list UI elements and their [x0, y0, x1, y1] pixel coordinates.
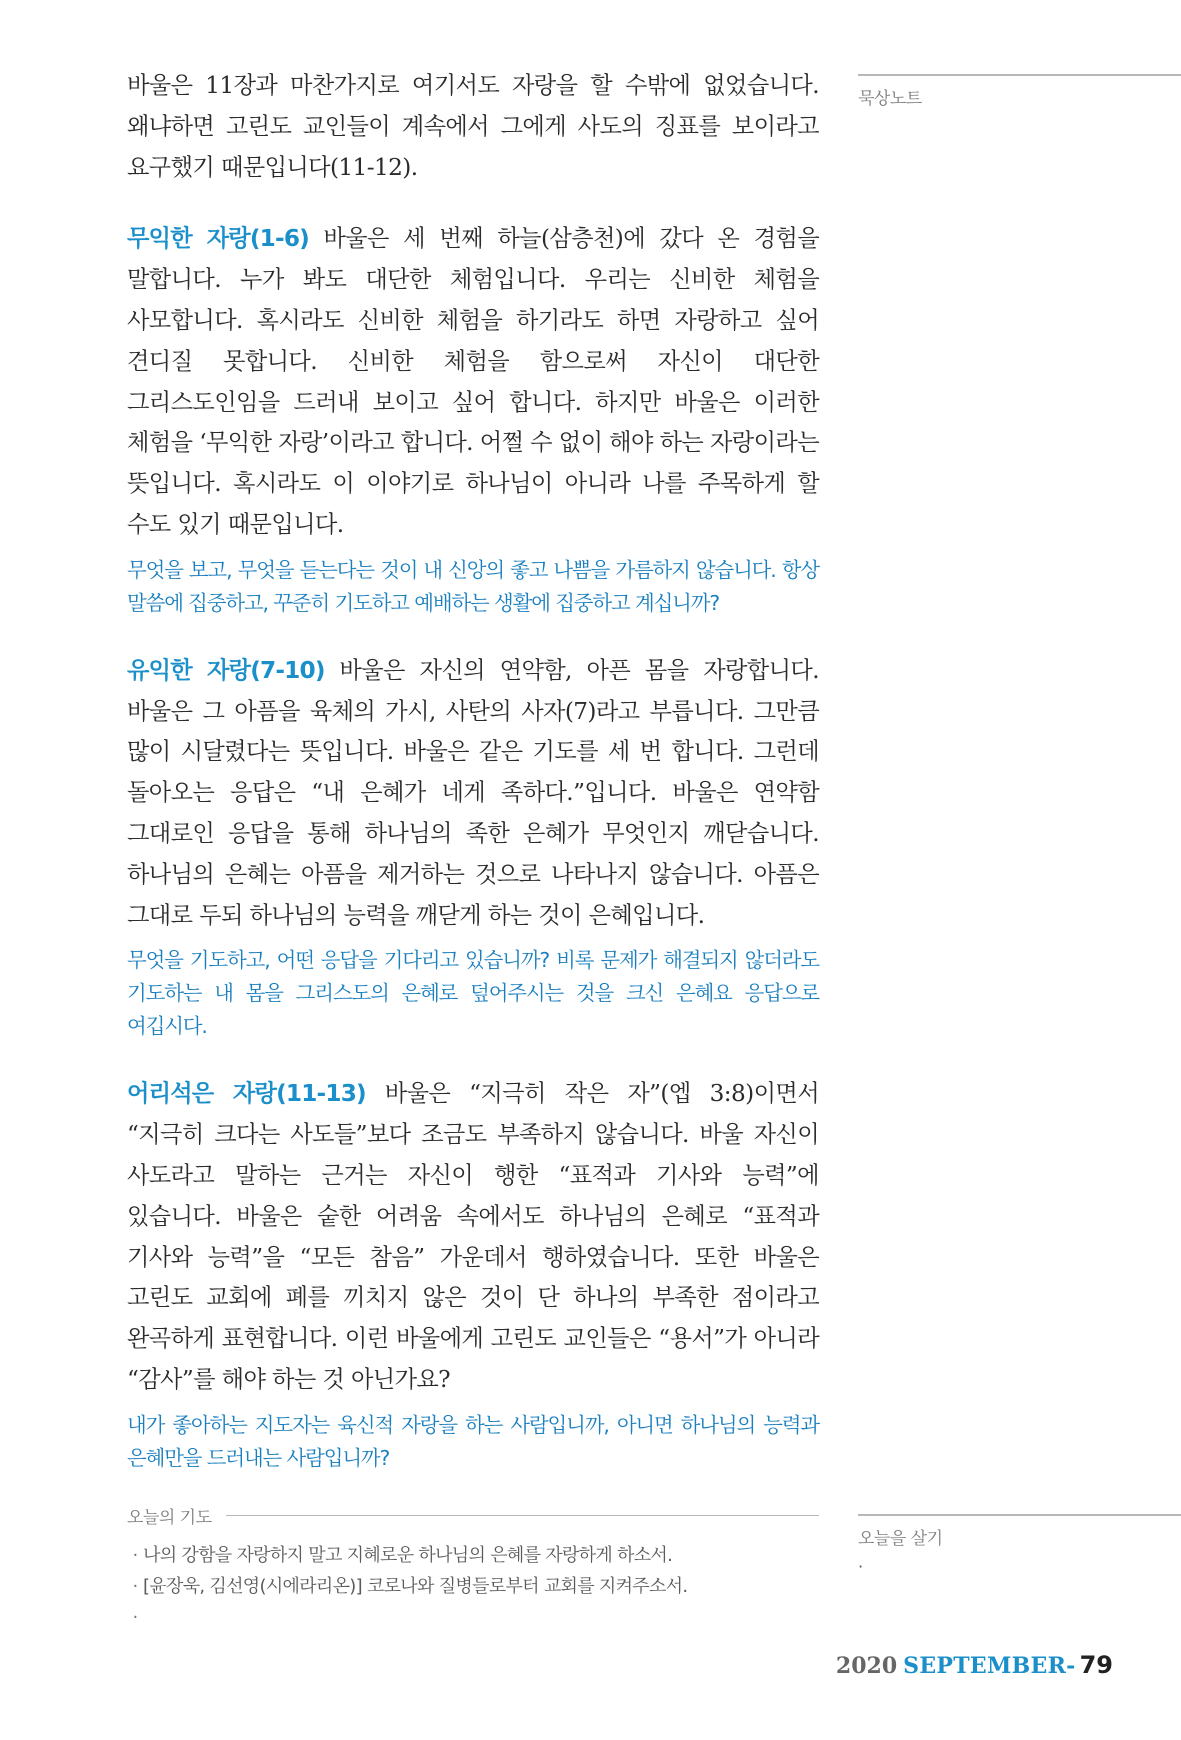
section-heading: 유익한 자랑(7-10): [127, 656, 325, 684]
reflection-question: 무엇을 기도하고, 어떤 응답을 기다리고 있습니까? 비록 문제가 해결되지 않더라도 기도하는 내 몸을 그리스도의 은혜로 덮어주시는 것을 크신 은혜요 응답으로 여깁시다.: [127, 948, 819, 1039]
living-today-sidebar: [858, 1514, 1181, 1575]
reflection-question: 내가 좋아하는 지도자는 육신적 자랑을 하는 사람입니까, 아니면 하나님의 능력과 은혜만을 드러내는 사람입니까?: [127, 1412, 819, 1470]
sidebar-divider: [858, 74, 1181, 76]
section-useful-boast: [127, 651, 819, 1044]
section-heading: 어리석은 자랑(11-13): [127, 1080, 366, 1108]
prayer-bullet: ·: [132, 1545, 138, 1566]
section-paragraph: [127, 1074, 819, 1400]
prayer-item: [127, 1602, 819, 1633]
main-content: [127, 66, 819, 1475]
reflection-question: 무엇을 보고, 무엇을 듣는다는 것이 내 신앙의 좋고 나쁨을 가름하지 않습니다. 항상 말씀에 집중하고, 꾸준히 기도하고 예배하는 생활에 집중하고 계십니까?: [127, 557, 819, 615]
section-paragraph: [127, 651, 819, 937]
prayer-header: [127, 1503, 819, 1528]
prayer-item-text: [윤장욱, 김선영(시에라리온)] 코로나와 질병들로부터 교회를 지켜주소서.: [143, 1576, 688, 1597]
todays-prayer: [127, 1503, 819, 1633]
section-body: 바울은 자신의 연약함, 아픈 몸을 자랑합니다. 바울은 그 아픔을 육체의 가시, 사탄의 사자(7)라고 부릅니다. 그만큼 많이 시달렸다는 뜻입니다. 바울은 같은 기도를 세 번 합니다. 그런데 돌아오는 응답은 “내 은혜가 네게 족하다.”입니다. 바울은 연약함 그대로인 응답을 통해 하나님의 족한 은혜가 무엇인지 깨닫습니다. 하나님의 은혜는 아픔을 제거하는 것으로 나타나지 않습니다. 아픔은 그대로 두되 하나님의 능력을 깨닫게 하는 것이 은혜입니다.: [127, 656, 819, 929]
intro-paragraph: 바울은 11장과 마찬가지로 여기서도 자랑을 할 수밖에 없었습니다. 왜냐하면 고린도 교인들이 계속에서 그에게 사도의 징표를 보이라고 요구했기 때문입니다(11-12).: [127, 72, 819, 181]
section-paragraph: [127, 219, 819, 545]
section-body: 바울은 “지극히 작은 자”(엡 3:8)이면서 “지극히 크다는 사도들”보다 조금도 부족하지 않습니다. 바울 자신이 사도라고 말하는 근거는 자신이 행한 “표적과 기사와 능력”에 있습니다. 바울은 숱한 어려움 속에서도 하나님의 은혜로 “표적과 기사와 능력”을 “모든 참음” 가운데서 행하였습니다. 또한 바울은 고린도 교회에 폐를 끼치지 않은 것이 단 하나의 부족한 점이라고 완곡하게 표현합니다. 이런 바울에게 고린도 교인들은 “용서”가 아니라 “감사”를 해야 하는 것 아닌가요?: [127, 1080, 819, 1393]
page-number: 79: [1079, 1651, 1113, 1679]
footer-year: 2020: [835, 1653, 898, 1679]
prayer-title: 오늘의 기도: [127, 1508, 212, 1528]
section-useless-boast: [127, 219, 819, 619]
section-foolish-boast: [127, 1074, 819, 1474]
meditation-note-sidebar: [858, 74, 1181, 109]
section-heading: 무익한 자랑(1-6): [127, 225, 309, 253]
prayer-bullet: ·: [132, 1607, 138, 1628]
page-footer: [836, 1651, 1113, 1679]
prayer-item-text: 나의 강함을 자랑하지 말고 지혜로운 하나님의 은혜를 자랑하게 하소서.: [143, 1545, 673, 1566]
prayer-item: [127, 1571, 819, 1602]
living-today-label: 오늘을 살기: [858, 1528, 943, 1549]
footer-month: SEPTEMBER-: [903, 1653, 1076, 1679]
section-body: 바울은 세 번째 하늘(삼층천)에 갔다 온 경험을 말합니다. 누가 봐도 대단한 체험입니다. 우리는 신비한 체험을 사모합니다. 혹시라도 신비한 체험을 하기라도 하면 자랑하고 싶어 견디질 못합니다. 신비한 체험을 함으로써 자신이 대단한 그리스도인임을 드러내 보이고 싶어 합니다. 하지만 바울은 이러한 체험을 ‘무익한 자랑’이라고 합니다. 어쩔 수 없이 해야 하는 자랑이라는 뜻입니다. 혹시라도 이 이야기로 하나님이 아니라 나를 주목하게 할 수도 있기 때문입니다.: [127, 225, 820, 538]
sidebar-divider: [858, 1514, 1181, 1516]
prayer-item: [127, 1540, 819, 1571]
prayer-list: [127, 1540, 819, 1633]
prayer-bullet: ·: [132, 1576, 138, 1597]
meditation-note-label: 묵상노트: [858, 88, 922, 109]
prayer-divider: [226, 1515, 819, 1517]
living-today-bullet: ·: [858, 1556, 864, 1576]
